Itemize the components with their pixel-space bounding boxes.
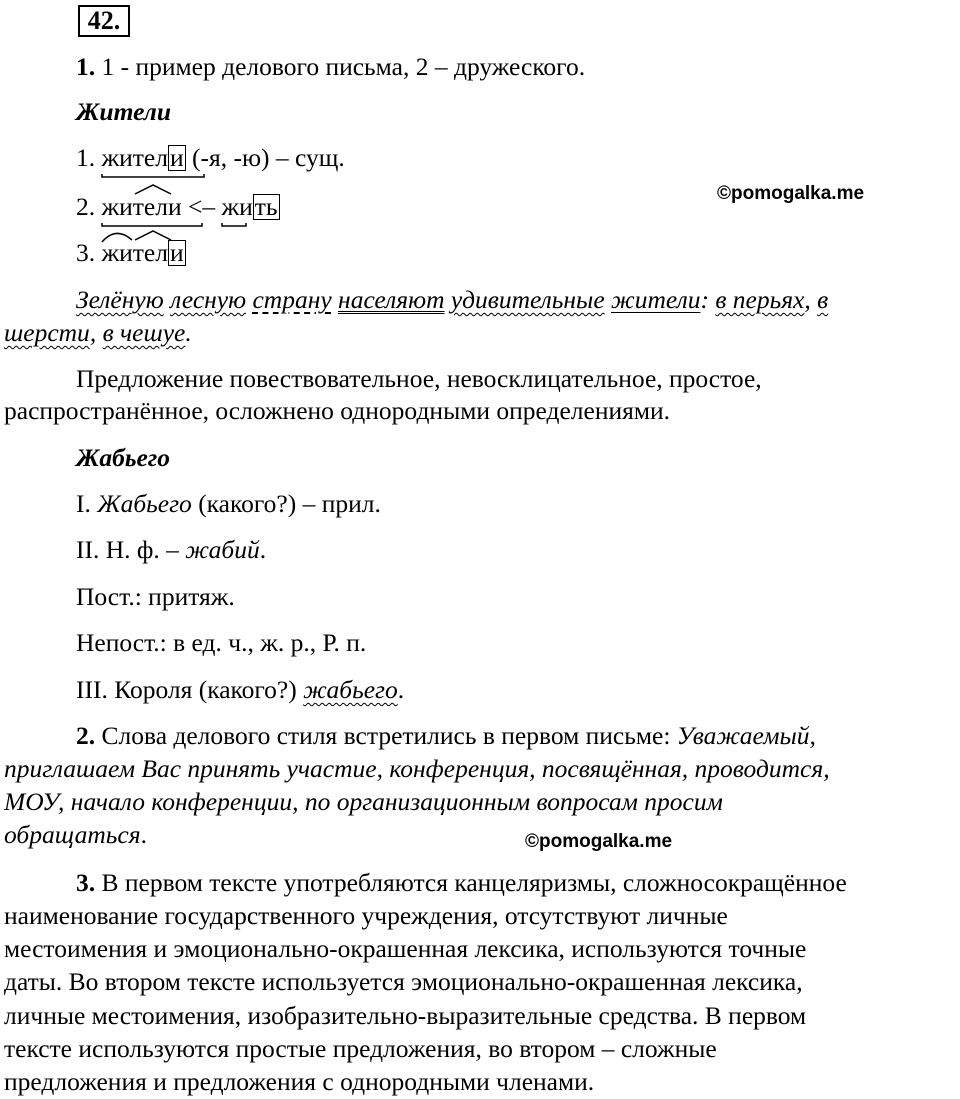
morph-line-3: Пост.: притяж.: [76, 582, 235, 611]
task3-line-4: даты. Во втором тексте используется эмоционально-окрашенная лексика,: [4, 967, 803, 996]
word-v-cheshue: в чешуе: [102, 318, 186, 347]
suffix-mark-3: [133, 238, 177, 272]
comma-1: ,: [804, 285, 818, 314]
parse-2-base-root: жи: [221, 192, 253, 221]
task2-line-4: [4, 820, 147, 850]
morph-line-1: [76, 489, 381, 519]
morph-1-rest: (какого?) – прил.: [191, 489, 381, 518]
sentence-line-1: [76, 285, 828, 315]
task3-line-3: местоимения и эмоционально-окрашенная лексика, используются точные: [4, 934, 807, 963]
task2-text: Слова делового стиля встретились в первом письме:: [95, 721, 677, 750]
parse-3-root-wrap: [102, 238, 133, 268]
task3-text-1: В первом тексте употребляются канцеляризмы, сложносокращённое: [95, 868, 847, 897]
morph-2-word: жабий: [185, 535, 260, 564]
colon: :: [700, 285, 709, 314]
morph-2-dot: .: [259, 535, 267, 564]
task3-line-2: наименование государственного учреждения, отсутствуют личные: [4, 901, 728, 930]
task1-number: 1.: [76, 52, 96, 81]
parse-line-3: [76, 238, 186, 268]
exercise-number: 42.: [78, 5, 130, 37]
heading-zhiteli: Жители: [76, 97, 172, 126]
word-v: в: [817, 285, 829, 314]
parse-3-root: жи: [101, 238, 133, 267]
sentence-line-2: [4, 318, 192, 348]
word-zhiteli: жители: [611, 285, 701, 314]
word-udivitelnye: удивительные: [450, 285, 605, 314]
watermark-1: ©pomogalka.me: [717, 183, 865, 204]
parse-2-stem: [102, 192, 168, 222]
parse-1-root: жител: [101, 143, 168, 172]
task1-text: 1 - пример делового письма, 2 – дружеского.: [95, 52, 586, 81]
parse-3-stem: [102, 238, 168, 268]
morph-line-5: [76, 675, 404, 705]
task1-line: [76, 52, 585, 82]
morph-1-num: I.: [76, 489, 98, 518]
task3-line-7: предложения и предложения с однородными членами.: [4, 1067, 595, 1096]
morph-2-label: II. Н. ф. –: [76, 535, 186, 564]
task2-line-1: [76, 721, 816, 751]
parse-line-1: [76, 143, 345, 173]
morph-line-4: Непост.: в ед. ч., ж. р., Р. п.: [76, 628, 367, 657]
period: .: [185, 318, 192, 347]
parse-2-number: 2.: [76, 192, 102, 221]
morph-1-word: Жабьего: [97, 489, 192, 518]
stem-bracket-1: [102, 143, 222, 177]
parse-2-root: жи: [101, 192, 133, 221]
word-zelenuyu: Зелёную: [76, 285, 164, 314]
morph-5-label: III. Короля (какого?): [76, 675, 304, 704]
parse-1-stem: [102, 143, 168, 173]
analysis-line-2: распространённое, осложнено однородными определениями.: [4, 396, 671, 425]
task2-line-3: МОУ, начало конференции, по организационным вопросам просим: [4, 787, 723, 816]
watermark-2: ©pomogalka.me: [525, 831, 673, 852]
task3-line-6: тексте используются простые предложения, во втором – сложные: [4, 1034, 717, 1063]
morph-5-dot: .: [397, 675, 405, 704]
parse-2-ending: и: [167, 192, 182, 221]
parse-2-arrow: <–: [181, 192, 222, 221]
stem-bracket-2: [102, 192, 212, 226]
task3-number: 3.: [76, 868, 96, 897]
parse-3-number: 3.: [76, 238, 102, 267]
parse-2-base-ending-box: ть: [254, 192, 278, 221]
word-lesnuyu: лесную: [170, 285, 247, 314]
comma-2: ,: [89, 318, 103, 347]
word-stranu: страну: [252, 285, 332, 314]
word-v-peryakh: в перьях: [715, 285, 805, 314]
parse-3-ending-box: и: [169, 238, 184, 267]
base-stem-bracket: [222, 192, 254, 226]
parse-1-rest: (-я, -ю) – сущ.: [185, 143, 345, 172]
parse-3-suffix: тел: [132, 238, 168, 267]
task2-line-2: приглашаем Вас принять участие, конференция, посвящённая, проводится,: [4, 754, 830, 783]
word-naselyayut: населяют: [338, 285, 445, 314]
task3-line-1: [76, 868, 847, 898]
task2-number: 2.: [76, 721, 96, 750]
task2-italic-1: Уважаемый,: [676, 721, 816, 750]
morph-5-word: жабьего: [303, 675, 398, 704]
parse-1-number: 1.: [76, 143, 102, 172]
task2-italic-4: обращаться: [4, 820, 141, 849]
parse-1-ending-box: и: [169, 143, 184, 172]
parse-3-suffix-wrap: [133, 238, 168, 268]
morph-line-2: [76, 535, 266, 565]
analysis-line-1: Предложение повествовательное, невосклицательное, простое,: [76, 364, 762, 393]
parse-2-suffix: тел: [132, 192, 168, 221]
word-shersti: шерсти: [4, 318, 90, 347]
parse-2-base: [222, 192, 253, 222]
task3-line-5: личные местоимения, изобразительно-выразительные средства. В первом: [4, 1001, 807, 1030]
parse-line-2: [76, 192, 280, 222]
task2-dot: .: [140, 820, 147, 849]
heading-zhabego: Жабьего: [76, 443, 171, 472]
